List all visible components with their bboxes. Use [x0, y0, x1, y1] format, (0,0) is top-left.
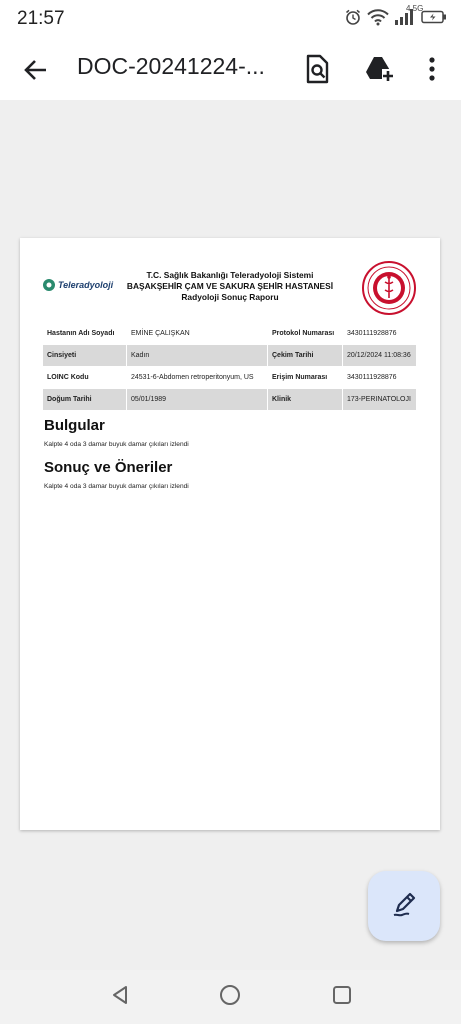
more-vert-icon[interactable]: [414, 51, 450, 87]
header-line2: BAŞAKŞEHİR ÇAM VE SAKURA ŞEHİR HASTANESİ: [126, 281, 334, 291]
back-arrow-icon[interactable]: [20, 54, 52, 86]
status-bar: [0, 0, 461, 38]
table-value: 05/01/1989: [127, 389, 268, 411]
edit-fab-button[interactable]: [368, 871, 440, 941]
ministry-seal-icon: [361, 260, 417, 316]
header-line1: T.C. Sağlık Bakanlığı Teleradyoloji Sistemi: [146, 270, 314, 280]
table-label: LOINC Kodu: [43, 367, 127, 389]
table-value: 3430111928876: [343, 323, 417, 345]
table-row: [43, 323, 417, 345]
table-label: Doğum Tarihi: [43, 389, 127, 411]
drive-add-icon[interactable]: [361, 51, 397, 87]
table-value: EMİNE ÇALIŞKAN: [127, 323, 268, 345]
table-value: Kadın: [127, 345, 268, 367]
table-row: [43, 367, 417, 389]
table-row: [43, 389, 417, 411]
patient-info-table: [42, 322, 417, 411]
document-title: DOC-20241224-...: [77, 53, 265, 79]
document-search-icon[interactable]: [299, 51, 335, 87]
table-row: [43, 345, 417, 367]
wifi-icon: [367, 8, 389, 31]
report-header: [115, 270, 345, 303]
table-label: Hastanın Adı Soyadı: [43, 323, 127, 345]
nav-home-icon[interactable]: [217, 982, 243, 1008]
logo-text: Teleradyoloji: [58, 280, 114, 290]
header-line3: Radyoloji Sonuç Raporu: [181, 292, 279, 302]
document-page: [20, 238, 440, 830]
alarm-icon: [344, 8, 362, 31]
signal-icon: [394, 4, 424, 31]
edit-pen-icon: [389, 889, 419, 924]
results-text: Kalpte 4 oda 3 damar buyuk damar çıkıları izlendi: [44, 483, 189, 490]
system-nav-bar: [0, 970, 461, 1024]
status-icons: [344, 4, 447, 31]
table-value: 173-PERINATOLOJI: [343, 389, 417, 411]
results-heading: Sonuç ve Öneriler: [44, 459, 173, 476]
table-label: Klinik: [268, 389, 343, 411]
table-value: 24531-6-Abdomen retroperitonyum, US: [127, 367, 268, 389]
findings-heading: Bulgular: [44, 417, 105, 434]
findings-text: Kalpte 4 oda 3 damar buyuk damar çıkıları izlendi: [44, 441, 189, 448]
teleradyoloji-logo-icon: [42, 278, 56, 292]
table-value: 3430111928876: [343, 367, 417, 389]
battery-charging-icon: [421, 10, 447, 29]
app-bar: [0, 38, 461, 100]
teleradyoloji-logo: [42, 278, 113, 292]
status-time: 21:57: [17, 8, 65, 29]
nav-recents-icon[interactable]: [329, 982, 355, 1008]
table-label: Erişim Numarası: [268, 367, 343, 389]
document-viewer[interactable]: [0, 100, 461, 970]
table-label: Protokol Numarası: [268, 323, 343, 345]
table-label: Cinsiyeti: [43, 345, 127, 367]
table-value: 20/12/2024 11:08:36: [343, 345, 417, 367]
table-label: Çekim Tarihi: [268, 345, 343, 367]
network-type: 4.5G: [406, 4, 424, 13]
nav-back-icon[interactable]: [107, 982, 133, 1008]
